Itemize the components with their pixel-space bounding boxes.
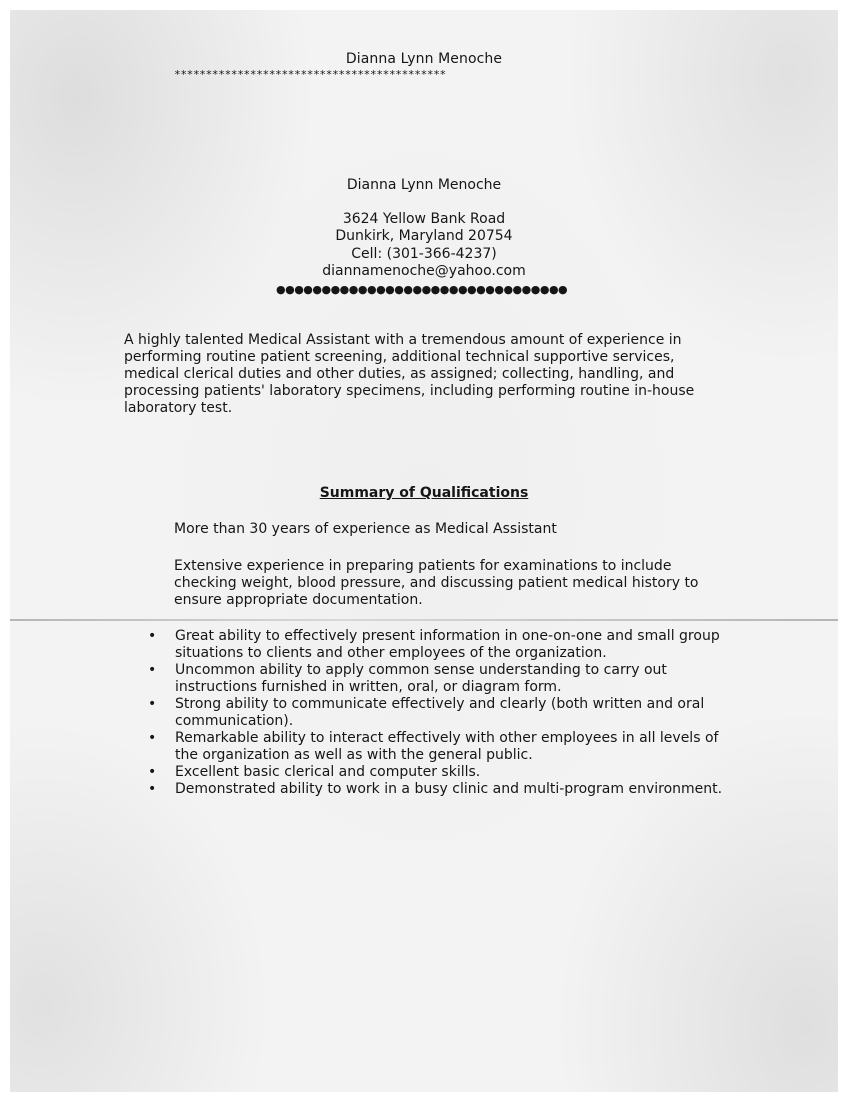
extensive-experience-paragraph [174, 558, 699, 609]
list-item-line: instructions furnished in written, oral, or diagram form. [175, 679, 562, 695]
qualifications-heading: Summary of Qualifications [319, 485, 529, 501]
list-item-line: Uncommon ability to apply common sense understanding to carry out [175, 662, 667, 678]
list-item [148, 662, 722, 696]
summary-line: A highly talented Medical Assistant with a tremendous amount of experience in [124, 332, 682, 348]
cell-phone: Cell: (301-366-4237) [351, 246, 497, 262]
bullet-icon: • [148, 764, 157, 780]
header-name: Dianna Lynn Menoche [345, 51, 503, 67]
contact-name: Dianna Lynn Menoche [346, 177, 502, 193]
bullet-icon: • [148, 730, 157, 746]
summary-line: performing routine patient screening, additional technical supportive services, [124, 349, 675, 365]
email-address: diannamenoche@yahoo.com [322, 263, 526, 279]
list-item-line: Great ability to effectively present information in one-on-one and small group [175, 628, 720, 644]
list-item [148, 781, 722, 798]
bullet-icon: • [148, 781, 157, 797]
bullet-icon: • [148, 696, 157, 712]
list-item-line: the organization as well as with the general public. [175, 747, 533, 763]
qualifications-list [148, 628, 722, 798]
list-item [148, 628, 722, 662]
dot-divider: ●●●●●●●●●●●●●●●●●●●●●●●●●●●●●●●● [276, 283, 568, 296]
summary-line: processing patients' laboratory specimens, including performing routine in-house [124, 383, 695, 399]
bullet-icon: • [148, 628, 157, 644]
list-item [148, 764, 722, 781]
scan-fold-line [10, 619, 838, 621]
list-item-line: Demonstrated ability to work in a busy clinic and multi-program environment. [175, 781, 723, 797]
summary-line: medical clerical duties and other duties, as assigned; collecting, handling, and [124, 366, 675, 382]
list-item-line: situations to clients and other employees of the organization. [175, 645, 607, 661]
list-item-line: Strong ability to communicate effectively and clearly (both written and oral [175, 696, 705, 712]
summary-paragraph [124, 332, 724, 417]
list-item-line: communication). [175, 713, 294, 729]
star-divider: ******************************************* [174, 68, 446, 81]
address-line-2: Dunkirk, Maryland 20754 [335, 228, 513, 244]
paragraph-line: ensure appropriate documentation. [174, 592, 423, 608]
list-item [148, 696, 722, 730]
paragraph-line: Extensive experience in preparing patients for examinations to include [174, 558, 672, 574]
experience-statement: More than 30 years of experience as Medical Assistant [174, 521, 557, 537]
list-item-line: Remarkable ability to interact effectively with other employees in all levels of [175, 730, 719, 746]
list-item-line: Excellent basic clerical and computer skills. [175, 764, 481, 780]
list-item [148, 730, 722, 764]
bullet-icon: • [148, 662, 157, 678]
scanned-page [10, 10, 838, 1092]
paragraph-line: checking weight, blood pressure, and discussing patient medical history to [174, 575, 699, 591]
summary-line: laboratory test. [124, 400, 233, 416]
address-line-1: 3624 Yellow Bank Road [342, 211, 506, 227]
